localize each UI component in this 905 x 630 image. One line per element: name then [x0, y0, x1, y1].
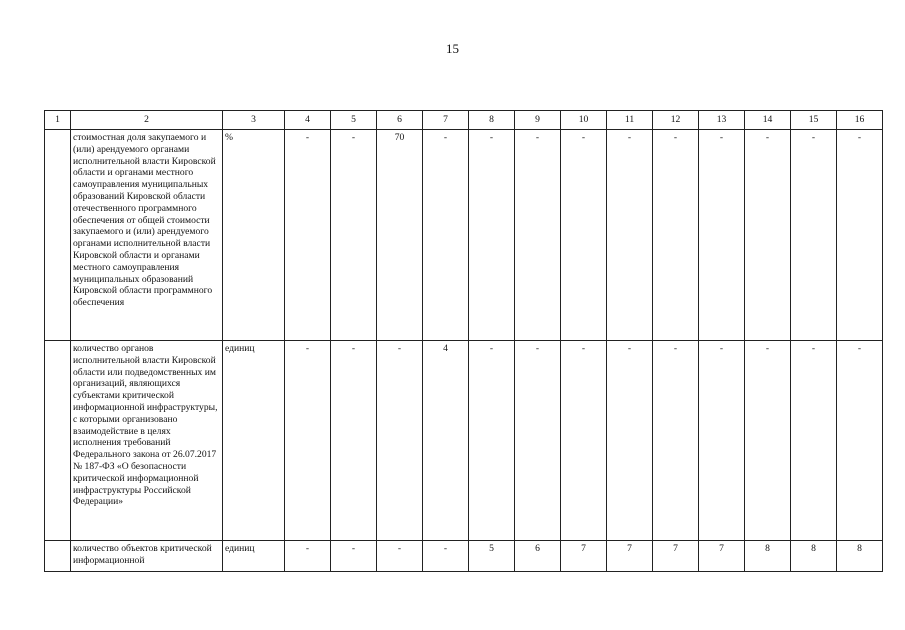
header-cell: 6	[377, 111, 423, 130]
value-cell: -	[285, 541, 331, 572]
header-cell: 15	[791, 111, 837, 130]
value-cell: -	[607, 341, 653, 541]
header-cell: 10	[561, 111, 607, 130]
value-cell: -	[561, 341, 607, 541]
value-cell: -	[331, 341, 377, 541]
value-cell: -	[331, 541, 377, 572]
header-cell: 11	[607, 111, 653, 130]
value-cell: -	[607, 130, 653, 341]
table-row	[45, 341, 883, 541]
row-number-cell	[45, 341, 71, 541]
value-cell: 7	[653, 541, 699, 572]
table-header-row	[45, 111, 883, 130]
value-cell: -	[469, 130, 515, 341]
value-cell: -	[837, 341, 883, 541]
header-cell: 1	[45, 111, 71, 130]
table-row	[45, 541, 883, 572]
value-cell: 4	[423, 341, 469, 541]
header-cell: 9	[515, 111, 561, 130]
value-cell: -	[469, 341, 515, 541]
header-cell: 5	[331, 111, 377, 130]
header-cell: 4	[285, 111, 331, 130]
unit-cell: единиц	[223, 341, 285, 541]
value-cell: -	[791, 130, 837, 341]
table-row	[45, 130, 883, 341]
value-cell: 70	[377, 130, 423, 341]
value-cell: -	[515, 341, 561, 541]
row-number-cell	[45, 130, 71, 341]
value-cell: -	[515, 130, 561, 341]
value-cell: -	[699, 341, 745, 541]
value-cell: 5	[469, 541, 515, 572]
value-cell: -	[653, 341, 699, 541]
unit-cell: %	[223, 130, 285, 341]
value-cell: 7	[699, 541, 745, 572]
header-cell: 12	[653, 111, 699, 130]
header-cell: 7	[423, 111, 469, 130]
header-cell: 8	[469, 111, 515, 130]
value-cell: -	[837, 130, 883, 341]
value-cell: -	[285, 341, 331, 541]
value-cell: -	[561, 130, 607, 341]
value-cell: 7	[607, 541, 653, 572]
value-cell: 8	[837, 541, 883, 572]
header-cell: 3	[223, 111, 285, 130]
indicator-description: стоимостная доля закупаемого и (или) арендуемого органами исполнительной власти Кировской области и органами местного самоуправления муниципальных образований Кировской области отечественного программного обеспечения от общей стоимости закупаемого и (или) арендуемого органами исполнительной власти Кировской области и органами местного самоуправления муниципальных образований Кировской области программного обеспечения	[71, 130, 223, 341]
value-cell: -	[423, 541, 469, 572]
unit-cell: единиц	[223, 541, 285, 572]
value-cell: -	[699, 130, 745, 341]
value-cell: -	[653, 130, 699, 341]
value-cell: 6	[515, 541, 561, 572]
value-cell: -	[791, 341, 837, 541]
page-number: 15	[446, 41, 459, 56]
value-cell: -	[423, 130, 469, 341]
indicator-description: количество органов исполнительной власти Кировской области или подведомственных им организаций, являющихся субъектами критической информационной инфраструктуры, с которыми организовано взаимодействие в целях исполнения требований Федерального закона от 26.07.2017 № 187-ФЗ «О безопасности критической информационной инфраструктуры Российской Федерации»	[71, 341, 223, 541]
value-cell: 7	[561, 541, 607, 572]
value-cell: -	[285, 130, 331, 341]
value-cell: 8	[791, 541, 837, 572]
value-cell: -	[745, 341, 791, 541]
header-cell: 13	[699, 111, 745, 130]
row-number-cell	[45, 541, 71, 572]
header-cell: 16	[837, 111, 883, 130]
value-cell: -	[377, 541, 423, 572]
header-cell: 2	[71, 111, 223, 130]
value-cell: 8	[745, 541, 791, 572]
indicator-description: количество объектов критической информационной	[71, 541, 223, 572]
value-cell: -	[331, 130, 377, 341]
value-cell: -	[745, 130, 791, 341]
header-cell: 14	[745, 111, 791, 130]
value-cell: -	[377, 341, 423, 541]
indicators-table	[44, 110, 883, 572]
